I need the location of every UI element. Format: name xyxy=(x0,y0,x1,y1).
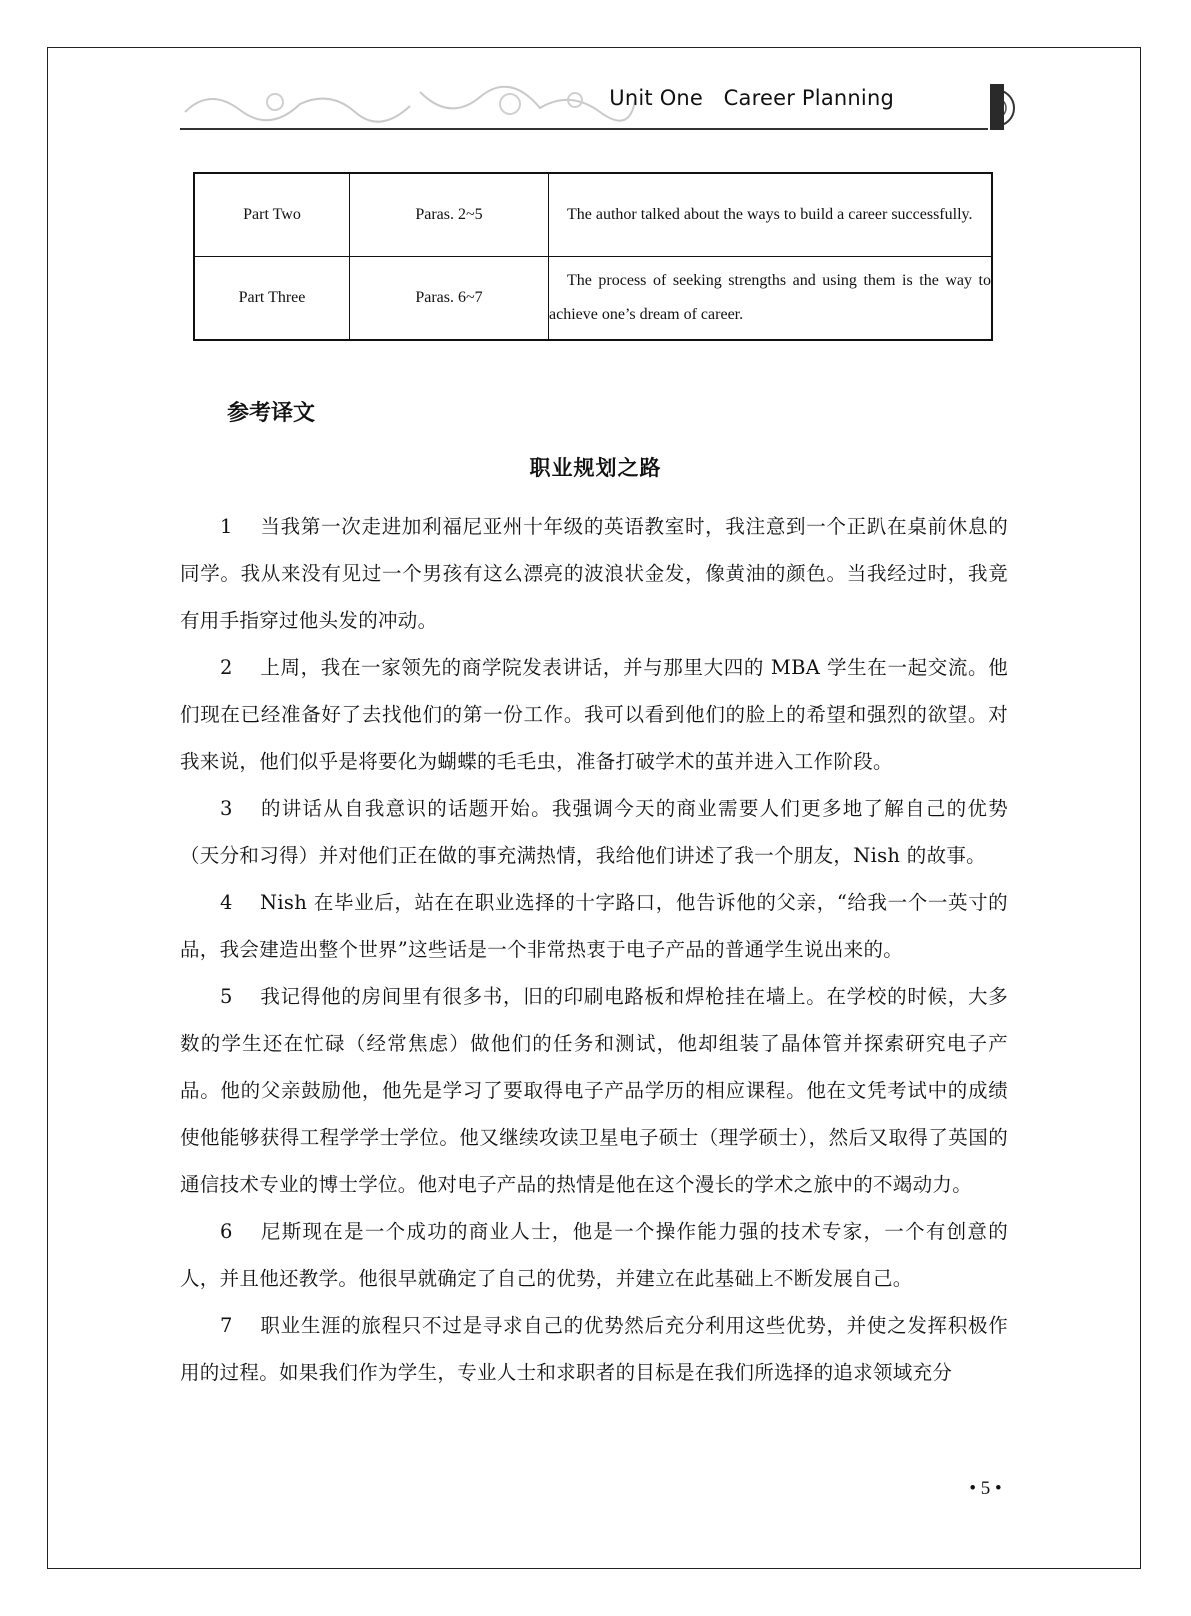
paragraph xyxy=(180,1302,1008,1396)
table-cell-paras: Paras. 6~7 xyxy=(350,257,549,341)
paragraph xyxy=(180,1208,1008,1302)
unit-title: Unit One Career Planning xyxy=(609,86,894,110)
table-cell-paras: Paras. 2~5 xyxy=(350,173,549,257)
header-tab xyxy=(990,84,1004,130)
table-cell-summary: The process of seeking strengths and using them is the way to achieve one’s dream of career. xyxy=(549,257,993,341)
header-rule xyxy=(180,128,988,130)
paragraph-number: 5 xyxy=(220,985,233,1008)
paragraph-number: 3 xyxy=(220,797,233,820)
paragraph-text: 的讲话从自我意识的话题开始。我强调今天的商业需要人们更多地了解自己的优势（天分和习得）并对他们正在做的事充满热情，我给他们讲述了我一个朋友，Nish 的故事。 xyxy=(180,797,1008,867)
paragraph-text: 尼斯现在是一个成功的商业人士，他是一个操作能力强的技术专家，一个有创意的人，并且他还教学。他很早就确定了自己的优势，并建立在此基础上不断发展自己。 xyxy=(180,1220,1008,1290)
table-row xyxy=(194,173,992,257)
paragraph-number: 4 xyxy=(220,891,233,914)
paragraph-text: 上周，我在一家领先的商学院发表讲话，并与那里大四的 MBA 学生在一起交流。他们现在已经准备好了去找他们的第一份工作。我可以看到他们的脸上的希望和强烈的欲望。对我来说，他们似乎是将要化为蝴蝶的毛毛虫，准备打破学术的茧并进入工作阶段。 xyxy=(180,656,1008,773)
paragraph-text: 我记得他的房间里有很多书，旧的印刷电路板和焊枪挂在墙上。在学校的时候，大多数的学生还在忙碌（经常焦虑）做他们的任务和测试，他却组装了晶体管并探索研究电子产品。他的父亲鼓励他，他先是学习了要取得电子产品学历的相应课程。他在文凭考试中的成绩使他能够获得工程学学士学位。他又继续攻读卫星电子硕士（理学硕士），然后又取得了英国的通信技术专业的博士学位。他对电子产品的热情是他在这个漫长的学术之旅中的不竭动力。 xyxy=(180,985,1008,1196)
decorative-ornament xyxy=(180,82,640,126)
paragraph-text: Nish 在毕业后，站在在职业选择的十字路口，他告诉他的父亲，“给我一个一英寸的品，我会建造出整个世界”这些话是一个非常热衷于电子产品的普通学生说出来的。 xyxy=(180,891,1008,961)
paragraph xyxy=(180,879,1008,973)
article-title: 职业规划之路 xyxy=(529,456,662,480)
paragraph-text: 当我第一次走进加利福尼亚州十年级的英语教室时，我注意到一个正趴在桌前休息的同学。我从来没有见过一个男孩有这么漂亮的波浪状金发，像黄油的颜色。当我经过时，我竟有用手指穿过他头发的冲动。 xyxy=(180,515,1008,632)
paragraph-number: 2 xyxy=(220,656,233,679)
table-cell-part: Part Two xyxy=(194,173,350,257)
running-header xyxy=(180,78,1010,132)
table-cell-summary: The author talked about the ways to build a career successfully. xyxy=(549,173,993,257)
paragraph-number: 7 xyxy=(220,1314,233,1337)
section-heading: 参考译文 xyxy=(227,401,316,426)
paragraph-text: 职业生涯的旅程只不过是寻求自己的优势然后充分利用这些优势，并使之发挥积极作用的过程。如果我们作为学生，专业人士和求职者的目标是在我们所选择的追求领域充分 xyxy=(180,1314,1008,1384)
article-body xyxy=(180,503,1008,1396)
paragraph xyxy=(180,973,1008,1208)
paragraph xyxy=(180,644,1008,785)
paragraph xyxy=(180,503,1008,644)
table-row xyxy=(194,257,992,341)
structure-table xyxy=(193,172,993,341)
paragraph-number: 6 xyxy=(220,1220,233,1243)
table-cell-part: Part Three xyxy=(194,257,350,341)
page-number: • 5 • xyxy=(969,1478,1002,1499)
paragraph xyxy=(180,785,1008,879)
paragraph-number: 1 xyxy=(220,515,233,538)
